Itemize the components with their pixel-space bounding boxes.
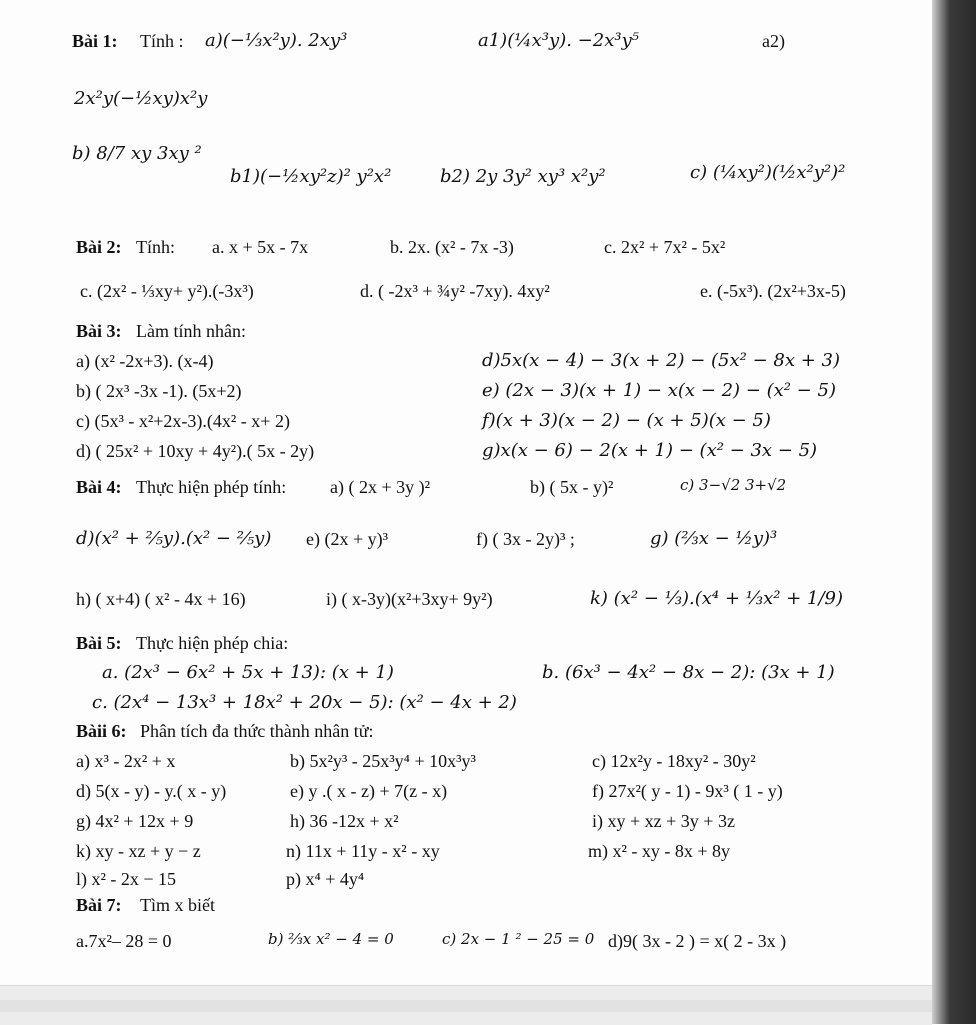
b4-a: a) ( 2x + 3y )²	[330, 477, 431, 497]
b5-b: b. (6x³ − 4x² − 8x − 2): (3x + 1)	[542, 662, 835, 683]
b5-label: Thực hiện phép chia:	[136, 633, 289, 653]
b3-d: d) ( 25x² + 10xy + 4y²).( 5x - 2y)	[76, 441, 315, 461]
b3-d-right: d)5x(x − 4) − 3(x + 2) − (5x² − 8x + 3)	[482, 350, 840, 371]
dark-page-edge	[932, 0, 976, 1024]
b4-e: e) (2x + y)³	[306, 529, 389, 549]
b4-b: b) ( 5x - y)²	[530, 477, 614, 497]
b1-label: Tính :	[140, 31, 184, 51]
b3-c: c) (5x³ - x²+2x-3).(4x² - x+ 2)	[76, 411, 290, 431]
b5-a: a. (2x³ − 6x² + 5x + 13): (x + 1)	[102, 662, 394, 683]
b5-c: c. (2x⁴ − 13x³ + 18x² + 20x − 5): (x² − 4x + 2)	[92, 692, 517, 713]
b4-g: g) (⅔x − ½y)³	[650, 528, 778, 549]
b1-b1: b1)(−½xy²z)² y²x²	[230, 166, 392, 187]
b1-a: a)(−⅓x²y). 2xy³	[205, 30, 348, 51]
b7-title: Bài 7:	[76, 895, 122, 915]
b3-g-right: g)x(x − 6) − 2(x + 1) − (x² − 3x − 5)	[482, 440, 818, 461]
b6-n: n) 11x + 11y - x² - xy	[286, 841, 440, 861]
b4-label: Thực hiện phép tính:	[136, 477, 287, 497]
b4-i: i) ( x-3y)(x²+3xy+ 9y²)	[326, 589, 493, 609]
b6-k: k) xy - xz + y − z	[76, 841, 201, 861]
b3-f-right: f)(x + 3)(x − 2) − (x + 5)(x − 5)	[482, 410, 771, 431]
b6-b: b) 5x²y³ - 25x³y⁴ + 10x³y³	[290, 751, 476, 771]
b7-c: c) 2x − 1 ² − 25 = 0	[442, 930, 595, 948]
b4-k: k) (x² − ⅓).(x⁴ + ⅓x² + 1/9)	[590, 588, 844, 609]
b6-h: h) 36 -12x + x²	[290, 811, 399, 831]
b4-c: c) 3−√2 3+√2	[680, 476, 787, 494]
b6-a: a) x³ - 2x² + x	[76, 751, 176, 771]
b2-b: b. 2x. (x² - 7x -3)	[390, 237, 514, 257]
b3-a: a) (x² -2x+3). (x-4)	[76, 351, 214, 371]
b4-d: d)(x² + ⅖y).(x² − ⅖y)	[76, 528, 272, 549]
page-bottom-margin	[0, 985, 932, 1025]
b2-c: c. 2x² + 7x² - 5x²	[604, 237, 726, 257]
b1-a2: a2)	[762, 31, 785, 51]
b6-e: e) y .( x - z) + 7(z - x)	[290, 781, 448, 801]
b6-title: Bàii 6:	[76, 721, 127, 741]
b1-a1: a1)(¼x³y). −2x³y⁵	[478, 30, 639, 51]
b2-title: Bài 2:	[76, 237, 122, 257]
b6-p: p) x⁴ + 4y⁴	[286, 869, 365, 889]
b3-title: Bài 3:	[76, 321, 122, 341]
b6-d: d) 5(x - y) - y.( x - y)	[76, 781, 227, 801]
b1-b2: b2) 2y 3y² xy³ x²y²	[440, 166, 606, 187]
b6-g: g) 4x² + 12x + 9	[76, 811, 194, 831]
b6-c: c) 12x²y - 18xy² - 30y²	[592, 751, 756, 771]
b6-f: f) 27x²( y - 1) - 9x³ ( 1 - y)	[592, 781, 783, 801]
b4-f: f) ( 3x - 2y)³ ;	[476, 529, 575, 549]
b1-c: c) (¼xy²)(½x²y²)²	[690, 162, 846, 183]
b7-a: a.7x²– 28 = 0	[76, 931, 172, 951]
b2-d: d. ( -2x³ + ¾y² -7xy). 4xy²	[360, 281, 550, 301]
b1-title: Bài 1:	[72, 31, 118, 51]
b2-a: a. x + 5x - 7x	[212, 237, 309, 257]
b6-label: Phân tích đa thức thành nhân tử:	[140, 721, 374, 741]
b7-label: Tìm x biết	[140, 895, 215, 915]
b6-l: l) x² - 2x − 15	[76, 869, 177, 889]
b6-m: m) x² - xy - 8x + 8y	[588, 841, 731, 861]
b3-b: b) ( 2x³ -3x -1). (5x+2)	[76, 381, 242, 401]
b7-d: d)9( 3x - 2 ) = x( 2 - 3x )	[608, 931, 787, 951]
b2-label: Tính:	[136, 237, 175, 257]
b1-b: b) 8/7 xy 3xy ²	[72, 143, 202, 164]
b4-h: h) ( x+4) ( x² - 4x + 16)	[76, 589, 246, 609]
b1-a2-expr: 2x²y(−½xy)x²y	[74, 88, 208, 109]
b6-i: i) xy + xz + 3y + 3z	[592, 811, 735, 831]
b5-title: Bài 5:	[76, 633, 122, 653]
b7-b: b) ⅔x x² − 4 = 0	[268, 930, 394, 948]
b3-label: Làm tính nhân:	[136, 321, 246, 341]
b2-c2: c. (2x² - ⅓xy+ y²).(-3x³)	[80, 281, 254, 301]
b4-title: Bài 4:	[76, 477, 122, 497]
b2-e: e. (-5x³). (2x²+3x-5)	[700, 281, 846, 301]
b3-e-right: e) (2x − 3)(x + 1) − x(x − 2) − (x² − 5)	[482, 380, 836, 401]
